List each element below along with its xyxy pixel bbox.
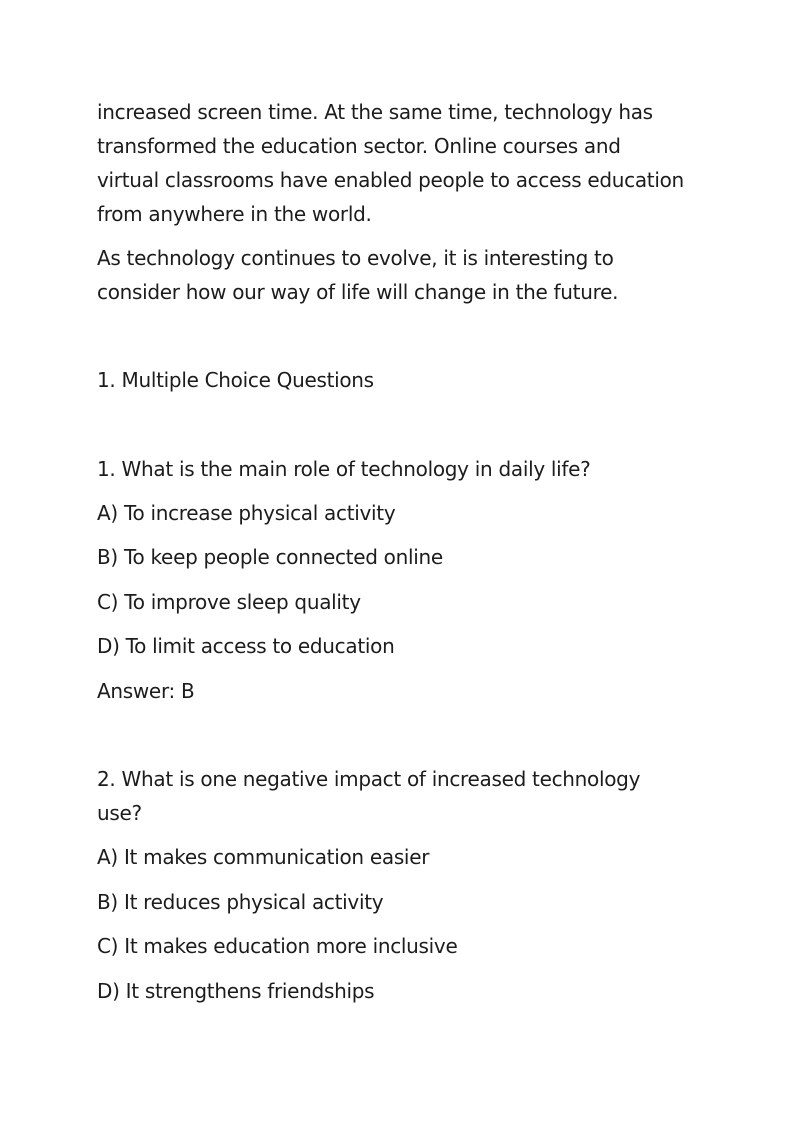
intro-paragraph-line: virtual classrooms have enabled people to access education [97,168,684,192]
answer-option: C) It makes education more inclusive [97,934,458,958]
answer-option: D) To limit access to education [97,634,395,658]
correct-answer: Answer: B [97,679,195,703]
intro-paragraph-line: transformed the education sector. Online courses and [97,134,621,158]
question-text: 2. What is one negative impact of increased technology [97,767,641,791]
intro-paragraph-line: from anywhere in the world. [97,202,372,226]
answer-option: C) To improve sleep quality [97,590,361,614]
question-text: 1. What is the main role of technology in daily life? [97,457,591,481]
answer-option: A) To increase physical activity [97,501,396,525]
answer-option: D) It strengthens friendships [97,979,375,1003]
intro-paragraph-line: increased screen time. At the same time, technology has [97,100,653,124]
closing-paragraph-line: As technology continues to evolve, it is interesting to [97,246,614,270]
closing-paragraph-line: consider how our way of life will change in the future. [97,280,619,304]
question-text: use? [97,801,142,825]
section-heading: 1. Multiple Choice Questions [97,368,374,392]
answer-option: A) It makes communication easier [97,845,430,869]
answer-option: B) It reduces physical activity [97,890,384,914]
answer-option: B) To keep people connected online [97,545,443,569]
